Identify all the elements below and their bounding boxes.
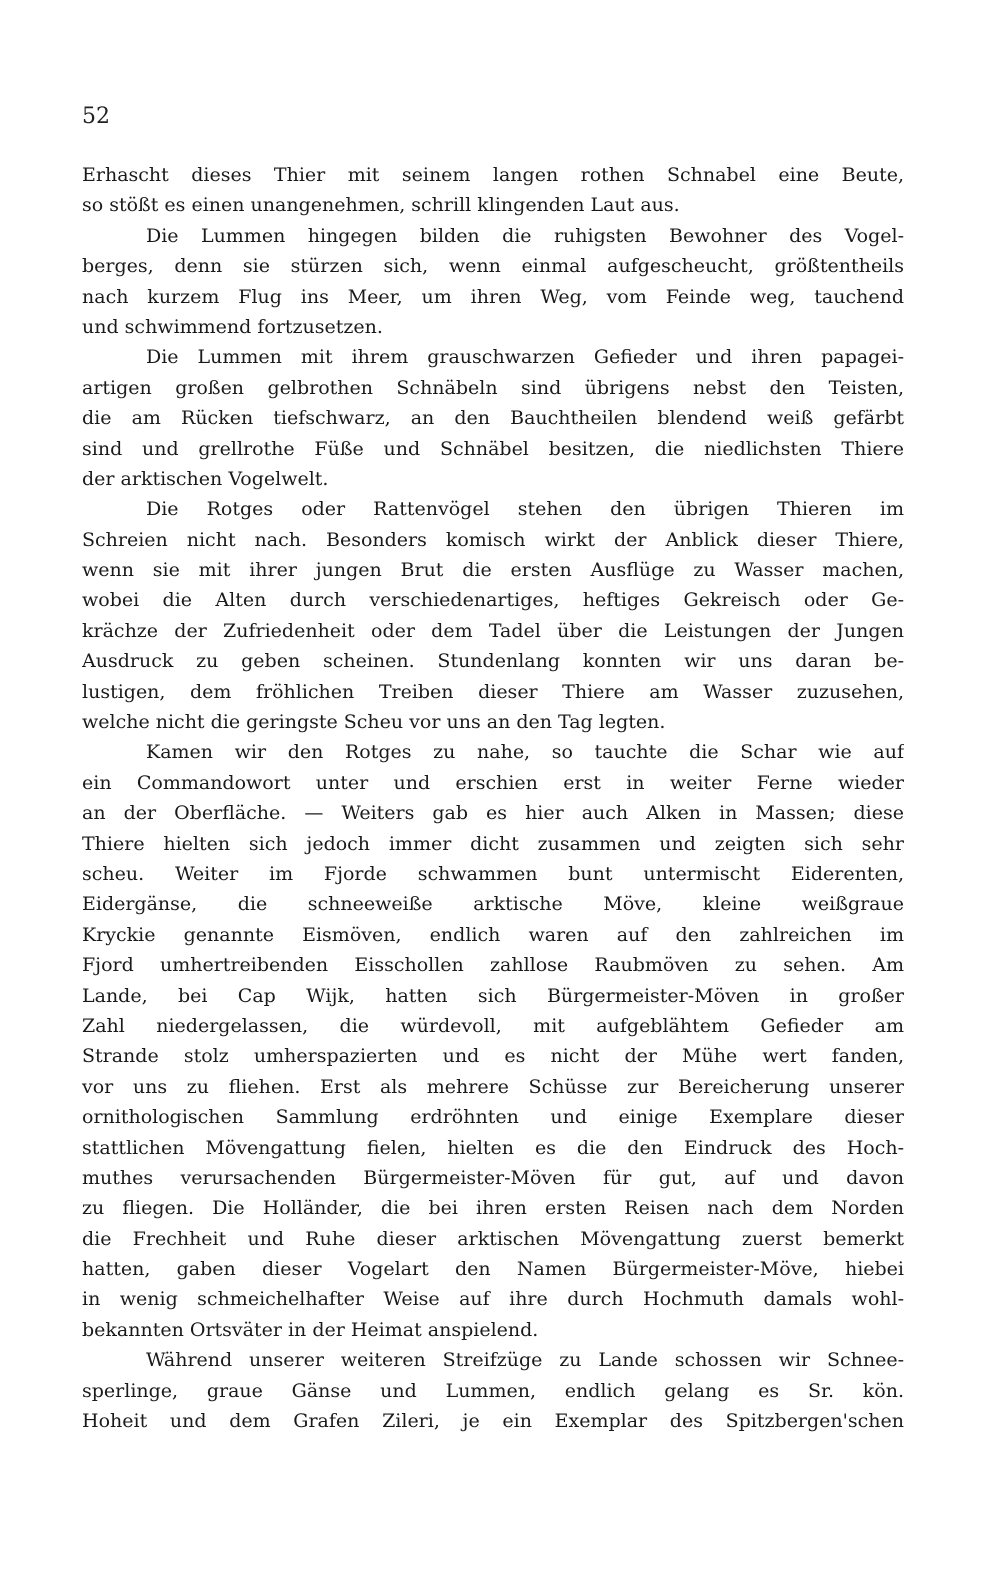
text-line: Lande, bei Cap Wijk, hatten sich Bürgermeister-Möven in großer [82,984,904,1007]
body-text [82,160,904,1436]
text-line: nach kurzem Flug ins Meer, um ihren Weg, vom Feinde weg, tauchend [82,285,904,308]
text-line: welche nicht die geringste Scheu vor uns an den Tag legten. [82,711,666,734]
text-line: zu fliegen. Die Holländer, die bei ihren ersten Reisen nach dem Norden [82,1197,904,1220]
text-line: wobei die Alten durch verschiedenartiges, heftiges Gekreisch oder Ge- [82,589,904,612]
text-line: muthes verursachenden Bürgermeister-Möven für gut, auf und davon [82,1166,904,1189]
text-line: an der Oberfläche. — Weiters gab es hier auch Alken in Massen; diese [82,802,904,825]
text-line: und schwimmend fortzusetzen. [82,315,383,338]
text-line: hatten, gaben dieser Vogelart den Namen Bürgermeister-Möve, hiebei [82,1258,904,1281]
text-line: Zahl niedergelassen, die würdevoll, mit aufgeblähtem Gefieder am [82,1014,904,1037]
text-line: der arktischen Vogelwelt. [82,467,329,490]
text-line: Eidergänse, die schneeweiße arktische Möve, kleine weißgraue [82,893,904,916]
text-line: wenn sie mit ihrer jungen Brut die ersten Ausflüge zu Wasser machen, [82,559,904,582]
text-line: stattlichen Mövengattung fielen, hielten es die den Eindruck des Hoch- [82,1136,904,1159]
text-line: berges, denn sie stürzen sich, wenn einmal aufgescheucht, größtentheils [82,255,904,278]
text-line: bekannten Ortsväter in der Heimat anspielend. [82,1318,539,1341]
text-line: Erhascht dieses Thier mit seinem langen rothen Schnabel eine Beute, [82,164,904,186]
text-line: Thiere hielten sich jedoch immer dicht zusammen und zeigten sich sehr [82,832,904,855]
text-line: ein Commandowort unter und erschien erst in weiter Ferne wieder [82,771,904,794]
text-line: sperlinge, graue Gänse und Lummen, endlich gelang es Sr. kön. [82,1379,904,1402]
text-line: Während unserer weiteren Streifzüge zu Lande schossen wir Schnee- [146,1349,904,1372]
text-line: die Frechheit und Ruhe dieser arktischen Mövengattung zuerst bemerkt [82,1227,904,1250]
text-line: die am Rücken tiefschwarz, an den Bauchtheilen blendend weiß gefärbt [82,407,904,430]
page-number: 52 [82,104,110,129]
text-line: Kryckie genannte Eismöven, endlich waren auf den zahlreichen im [82,923,904,946]
text-line: Schreien nicht nach. Besonders komisch wirkt der Anblick dieser Thiere, [82,528,904,551]
text-line: Ausdruck zu geben scheinen. Stundenlang konnten wir uns daran be- [82,650,904,673]
text-line: Strande stolz umherspazierten und es nicht der Mühe wert fanden, [82,1045,904,1068]
text-line: Die Rotges oder Rattenvögel stehen den übrigen Thieren im [146,498,904,521]
text-line: Kamen wir den Rotges zu nahe, so tauchte die Schar wie auf [146,741,904,764]
text-line: Die Lummen hingegen bilden die ruhigsten Bewohner des Vogel- [146,224,904,247]
text-line: so stößt es einen unangenehmen, schrill klingenden Laut aus. [82,194,680,217]
text-line: scheu. Weiter im Fjorde schwammen bunt untermischt Eiderenten, [82,862,904,885]
text-line: Hoheit und dem Grafen Zileri, je ein Exemplar des Spitzbergen'schen [82,1410,904,1433]
text-line: krächze der Zufriedenheit oder dem Tadel über die Leistungen der Jungen [82,619,904,642]
text-line: artigen großen gelbrothen Schnäbeln sind übrigens nebst den Teisten, [82,376,904,399]
text-line: vor uns zu fliehen. Erst als mehrere Schüsse zur Bereicherung unserer [82,1075,904,1098]
text-line: ornithologischen Sammlung erdröhnten und einige Exemplare dieser [82,1106,904,1129]
text-line: Fjord umhertreibenden Eisschollen zahllose Raubmöven zu sehen. Am [82,954,904,977]
text-line: lustigen, dem fröhlichen Treiben dieser Thiere am Wasser zuzusehen, [82,680,904,703]
text-line: Die Lummen mit ihrem grauschwarzen Gefieder und ihren papagei- [146,346,904,369]
text-line: in wenig schmeichelhafter Weise auf ihre durch Hochmuth damals wohl- [82,1288,904,1311]
text-line: sind und grellrothe Füße und Schnäbel besitzen, die niedlichsten Thiere [82,437,904,460]
